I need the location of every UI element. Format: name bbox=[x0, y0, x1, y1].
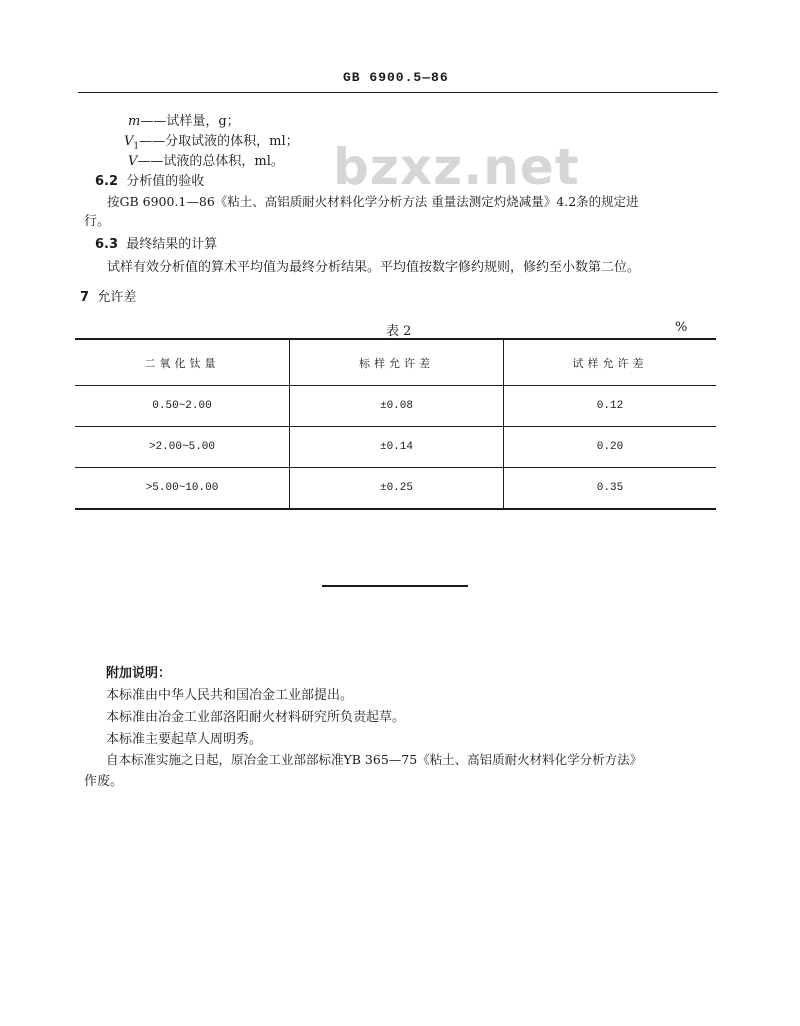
section-title: 允许差 bbox=[97, 290, 137, 305]
table-header-titanium-dioxide: 二氧化钛量 bbox=[75, 339, 290, 386]
symbol: m bbox=[128, 114, 141, 129]
section-number: 7 bbox=[80, 290, 90, 305]
symbol-definition: ——试样量，g； bbox=[140, 114, 240, 129]
notes-line-supersedes: 自本标准实施之日起，原冶金工业部部标准YB 365—75《粘土、高铝质耐火材料化学分析方法》 bbox=[106, 752, 643, 767]
section-title: 最终结果的计算 bbox=[126, 237, 218, 252]
table-cell-standard-tolerance: ±0.14 bbox=[290, 427, 504, 468]
notes-line-principal-drafter: 本标准主要起草人周明秀。 bbox=[106, 732, 263, 747]
table-cell-standard-tolerance: ±0.25 bbox=[290, 468, 504, 510]
table-header-standard-tolerance: 标样允许差 bbox=[290, 339, 504, 386]
table-cell-standard-tolerance: ±0.08 bbox=[290, 386, 504, 427]
symbol-definition-v1 bbox=[124, 130, 299, 152]
symbol-definition-m bbox=[128, 110, 240, 129]
table-caption: 表 2 bbox=[386, 324, 412, 339]
section-7-heading bbox=[80, 286, 136, 305]
section-number: 6.3 bbox=[95, 237, 119, 252]
section-6-3-text: 试样有效分析值的算术平均值为最终分析结果。平均值按数字修约规则，修约至小数第二位。 bbox=[107, 260, 641, 275]
symbol-subscript: 1 bbox=[133, 141, 140, 152]
table-row bbox=[75, 468, 716, 510]
tolerance-table bbox=[75, 338, 716, 510]
table-cell-range: 0.50~2.00 bbox=[75, 386, 290, 427]
table-cell-sample-tolerance: 0.35 bbox=[504, 468, 717, 510]
section-6-2-text-line-1: 按GB 6900.1—86《粘土、高铝质耐火材料化学分析方法 重量法测定灼烧减量》4.2条的规定进 bbox=[107, 194, 639, 209]
notes-line-abolished: 作废。 bbox=[84, 774, 124, 789]
table-cell-range: >2.00~5.00 bbox=[75, 427, 290, 468]
table-cell-sample-tolerance: 0.20 bbox=[504, 427, 717, 468]
table-header-row bbox=[75, 339, 716, 386]
watermark: bzxz.net bbox=[333, 138, 580, 196]
section-6-2-heading bbox=[95, 170, 204, 189]
symbol-definition-v bbox=[128, 150, 284, 169]
notes-line-proposer: 本标准由中华人民共和国冶金工业部提出。 bbox=[106, 688, 354, 703]
table-cell-range: >5.00~10.00 bbox=[75, 468, 290, 510]
symbol: V bbox=[128, 154, 138, 169]
table-header-sample-tolerance: 试样允许差 bbox=[504, 339, 717, 386]
table-row bbox=[75, 386, 716, 427]
symbol-definition: ——试液的总体积，ml。 bbox=[137, 154, 284, 169]
symbol: V bbox=[124, 134, 134, 149]
table-row bbox=[75, 427, 716, 468]
section-6-3-heading bbox=[95, 233, 217, 252]
table-cell-sample-tolerance: 0.12 bbox=[504, 386, 717, 427]
header-rule bbox=[78, 92, 718, 93]
symbol-definition: ——分取试液的体积，ml； bbox=[139, 134, 299, 149]
notes-line-drafter: 本标准由冶金工业部洛阳耐火材料研究所负责起草。 bbox=[106, 710, 406, 725]
page-header-standard-code: GB 6900.5—86 bbox=[343, 70, 449, 85]
end-of-text-divider bbox=[322, 585, 468, 587]
notes-heading: 附加说明： bbox=[106, 666, 172, 681]
table-unit: % bbox=[675, 320, 688, 335]
section-title: 分析值的验收 bbox=[126, 174, 205, 189]
section-6-2-text-line-2: 行。 bbox=[84, 214, 111, 229]
section-number: 6.2 bbox=[95, 174, 119, 189]
